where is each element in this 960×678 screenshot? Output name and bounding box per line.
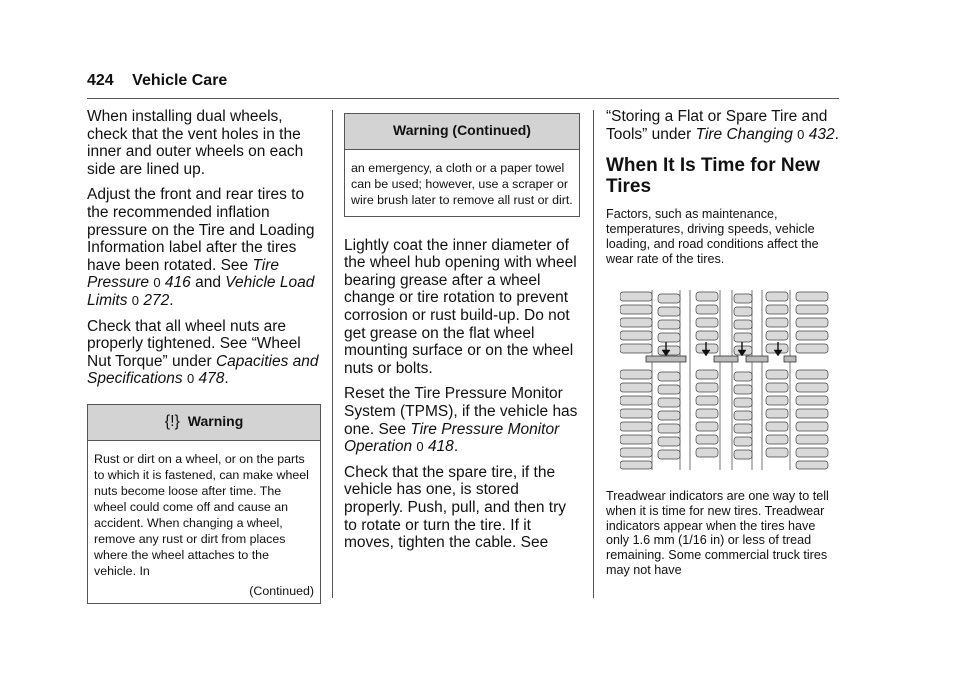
paragraph-wheel-nuts: Check that all wheel nuts are properly tightened. See “Wheel Nut Torque” under Capacities and Specifications 0 478. (87, 317, 319, 388)
warning-continued-box (344, 113, 580, 217)
xref-symbol: 0 (797, 126, 805, 142)
page-ref-418[interactable]: 418 (427, 438, 454, 456)
link-vehicle-load-limits[interactable]: Vehicle Load Limits (87, 274, 315, 309)
column-divider-2 (593, 110, 594, 598)
paragraph-wheel-hub-grease: Lightly coat the inner diameter of the wheel hub opening with wheel bearing grease after a wheel change or tire rotation to prevent corrosion or rust build-up. Do not get grease on the flat wheel mounting surface or on the wheel nuts or bolts. (344, 236, 577, 377)
warning-body: Rust or dirt on a wheel, or on the parts to which it is fastened, can make wheel nuts become loose after time. The wheel could come off and cause an accident. When changing a wheel, remove any rust or dirt from places where the wheel attaches to the vehicle. In (94, 451, 309, 578)
column-2 (344, 113, 580, 560)
column-3 (606, 108, 840, 586)
page-ref-432[interactable]: 432 (808, 125, 835, 143)
page-ref-416[interactable]: 416 (164, 274, 191, 292)
paragraph-storing-flat: “Storing a Flat or Spare Tire and Tools” under Tire Changing 0 432. (606, 108, 839, 143)
page-ref-478[interactable]: 478 (198, 370, 225, 388)
page-ref-272[interactable]: 272 (143, 291, 170, 309)
warning-icon: {!} (164, 412, 180, 430)
column-divider-1 (332, 110, 333, 598)
section-heading-new-tires: When It Is Time for New Tires (606, 155, 820, 198)
xref-symbol: 0 (186, 371, 195, 387)
paragraph-spare-tire: Check that the spare tire, if the vehicle has one, is stored properly. Push, pull, and then try to rotate or turn the tire. If it moves, tighten the cable. See (344, 463, 567, 552)
xref-symbol: 0 (131, 292, 140, 308)
paragraph-dual-wheels: When installing dual wheels, check that the vent holes in the inner and outer wheels on each side are lined up. (87, 108, 304, 178)
xref-symbol: 0 (153, 275, 161, 291)
paragraph-reset-tpms: Reset the Tire Pressure Monitor System (TPMS), if the vehicle has one. See Tire Pressure Monitor Operation 0 418. (344, 385, 578, 456)
treadwear-indicator-figure (620, 290, 840, 475)
paragraph-treadwear-indicators: Treadwear indicators are one way to tell when it is time for new tires. Treadwear indicators appear when the tires have only 1.6 mm (1/16 in) or less of tread remaining. Some commercial truck tires may not have (606, 488, 829, 577)
paragraph-wear-factors: Factors, such as maintenance, temperatures, driving speeds, vehicle loading, and road conditions affect the wear rate of the tires. (606, 207, 819, 266)
header-rule (87, 98, 839, 99)
warning-box (87, 404, 321, 604)
tire-tread-illustration (620, 290, 830, 470)
page-number: 424 (87, 72, 114, 89)
link-capacities-specifications[interactable]: Capacities and Specifications (87, 352, 319, 388)
link-tire-changing[interactable]: Tire Changing (695, 125, 793, 143)
link-tpms-operation[interactable]: Tire Pressure Monitor Operation (344, 420, 560, 456)
warning-title: {!} Warning (88, 405, 320, 441)
paragraph-adjust-tires: Adjust the front and rear tires to the recommended inflation pressure on the Tire and Loading Information label after the tires have been rotated. See Tire Pressure 0 416 and Vehicle Load Limits 0 272. (87, 186, 315, 309)
warning-continued: (Continued) (249, 583, 314, 598)
column-1 (87, 108, 321, 624)
page-header (87, 72, 227, 90)
section-title: Vehicle Care (132, 72, 228, 89)
xref-symbol: 0 (416, 439, 424, 455)
link-tire-pressure[interactable]: Tire Pressure (87, 256, 280, 292)
warning-continued-title: Warning (Continued) (345, 114, 579, 150)
warning-continued-body: an emergency, a cloth or a paper towel can be used; however, use a scraper or wire brush later to remove all rust or dirt. (351, 160, 573, 207)
